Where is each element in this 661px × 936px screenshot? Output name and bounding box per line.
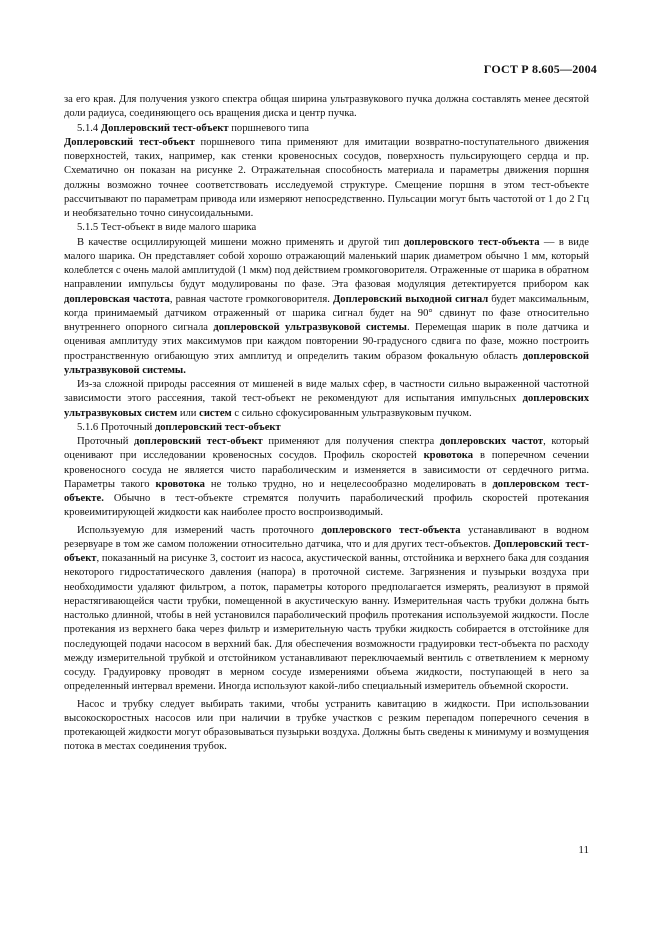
text-run: с сильно сфокусированным ультразвуковым пучком. (231, 407, 472, 419)
text-run: Обычно в тест-объекте стремятся получить параболический профиль скоростей протекания кровеимитирующей жидкости как наиболее просто воспроизводимый. (64, 493, 589, 519)
bold-term: кровотока (155, 478, 205, 490)
text-run: поршневого типа применяют для имитации возвратно-поступательного движения поверхностей, таких, например, как стенки кровеносных сосудов, поверхность пульсирующего сердца и пр. Схематично он показан на рисунке 2. Отражательная способность материала и параметры движения поршня должны возможно точнее соответствовать исследуемой структуре. Смещение поршня в этом тест-объекте рассчитывают по параметрам привода или измеряют непосредственно. Пульсации могут быть частотой от 1 до 2 Гц и необязательно точно синусоидальными. (64, 136, 589, 219)
paragraph (64, 136, 589, 222)
bold-term: кровотока (423, 450, 474, 462)
bold-term: доплеровской ультразвуковой системы. (64, 350, 589, 376)
paragraph (64, 236, 589, 379)
text-run: В качестве осциллирующей мишени можно применять и другой тип (77, 236, 404, 248)
text-run: , показанный на рисунке 3, состоит из насоса, акустической ванны, отстойника и верхнего бака для создания некоторого гидростатического давления (напора) в проточной системе. Загрязнения и пузырьки воздуха при необходимости удаляют фильтром, а поток, параметры которого предполагается измерять, реализуют в прямой нерастягивающейся части трубки, помещенной в акустическую ванну. Измерительная часть трубки должна быть настолько длинной, чтобы в ней установился параболический профиль протекания используемой жидкости. После протекания из верхнего бака через фильтр и измерительную часть трубки жидкость собирается в отстойнике для последующей подачи насосом в верхний бак. Для обеспечения возможности градуировки тест-объекта по расходу между измерительной трубкой и отстойником устанавливают переключаемый вентиль с ответвлением к мерному сосуду. Градуировку проводят в мерном сосуде измерениями объема жидкости, поступающей в него за определенный интервал времени. Иногда используют какой-либо специальный измеритель объемной скорости. (64, 553, 589, 693)
paragraph (64, 435, 589, 521)
text-run: , который оценивают при исследовании кровеносных сосудов. Профиль скоростей (64, 436, 589, 462)
bold-term: доплеровских ультразвуковых систем (64, 393, 589, 419)
bold-term: Доплеровский тест-объект (100, 122, 229, 134)
text-run: будет максимальным, когда принимаемый датчиком отраженный от шарика сигнал будет на 90° сдвинут по фазе относительно внутреннего опорного сигнала (64, 293, 590, 333)
text-run: Используемую для измерений часть проточного (77, 524, 322, 536)
document-code-header: ГОСТ Р 8.605—2004 (483, 62, 597, 76)
paragraph (64, 93, 589, 122)
document-body (64, 93, 589, 755)
bold-term: Доплеровский тест-объект (64, 136, 195, 148)
text-run: 5.1.6 Проточный (77, 421, 155, 433)
bold-term: доплеровский тест-объект (154, 421, 281, 433)
bold-term: доплеровского тест-объекта (321, 524, 461, 536)
text-run: устанавливают в водном резервуаре в том же самом положении относительно датчика, что и для других тест-объектов. (64, 524, 589, 550)
text-run: в поперечном сечении кровеносного сосуда не является чисто параболическим и изменяется в зависимости от сердечного ритма. Параметры такого (64, 450, 589, 490)
text-run: 5.1.4 (77, 122, 101, 134)
text-run: , равная частоте громкоговорителя. (169, 293, 333, 305)
paragraph (64, 122, 589, 136)
text-run: — в виде малого шарика. Он представляет собой хорошо отражающий маленький шарик диаметром обычно 1 мм, который колеблется с очень малой амплитудой (1 мкм) под действием громкоговорителя. Отраженные от шарика в обратном направлении импульсы будут модулированы по фазе. Эта фазовая модуляция детектируется прибором как (64, 236, 589, 291)
bold-term: Доплеровский тест-объект (64, 538, 589, 564)
paragraph (64, 421, 589, 435)
paragraph (64, 378, 589, 421)
bold-term: доплеровский тест-объект (134, 436, 263, 447)
paragraph (64, 221, 589, 235)
bold-term: Доплеровский выходной сигнал (332, 293, 489, 305)
bold-term: доплеровского тест-объекта (403, 236, 540, 248)
text-run: . Перемещая шарик в поле датчика и оценивая амплитуду этих максимумов при каждом повторении 90-градусного сдвига по фазе, можно построить пространственную огибающую этих амплитуд и определить таким образом фокальную область (64, 322, 589, 362)
text-run: за его края. Для получения узкого спектра общая ширина ультразвукового пучка должна составлять менее десятой доли радиуса, соединяющего ось вращения диска и центр пучка. (64, 94, 589, 120)
paragraph (64, 698, 589, 755)
text-run: Из-за сложной природы рассеяния от мишеней в виде малых сфер, в частности сильно выраженной частотной зависимости этого рассеяния, такой тест-объект не рекомендуют для испытания импульсных (64, 379, 589, 405)
text-run: Проточный (77, 436, 134, 447)
text-run: не только трудно, но и нецелесообразно моделировать в (204, 478, 493, 490)
text-run: или (177, 407, 200, 419)
bold-term: доплеровском тест-объекте. (64, 478, 589, 504)
bold-term: систем (199, 407, 232, 419)
text-run: поршневого типа (228, 122, 309, 134)
text-run: 5.1.5 Тест-объект в виде малого шарика (77, 222, 257, 234)
page-number: 11 (578, 844, 589, 856)
bold-term: доплеровская частота (64, 293, 170, 305)
paragraph (64, 524, 589, 695)
text-run: Насос и трубку следует выбирать такими, чтобы устранить кавитацию в жидкости. При использовании высокоскоростных насосов или при наличии в трубке участков с резким перепадом поперечного сечения в протекающей жидкости могут образовываться пузырьки воздуха. Должны быть сведены к минимуму и возмущения потока в местах соединения трубок. (64, 698, 589, 753)
bold-term: доплеровских частот (439, 436, 544, 447)
text-run: применяют для получения спектра (262, 436, 440, 447)
bold-term: доплеровской ультразвуковой системы (213, 322, 407, 333)
